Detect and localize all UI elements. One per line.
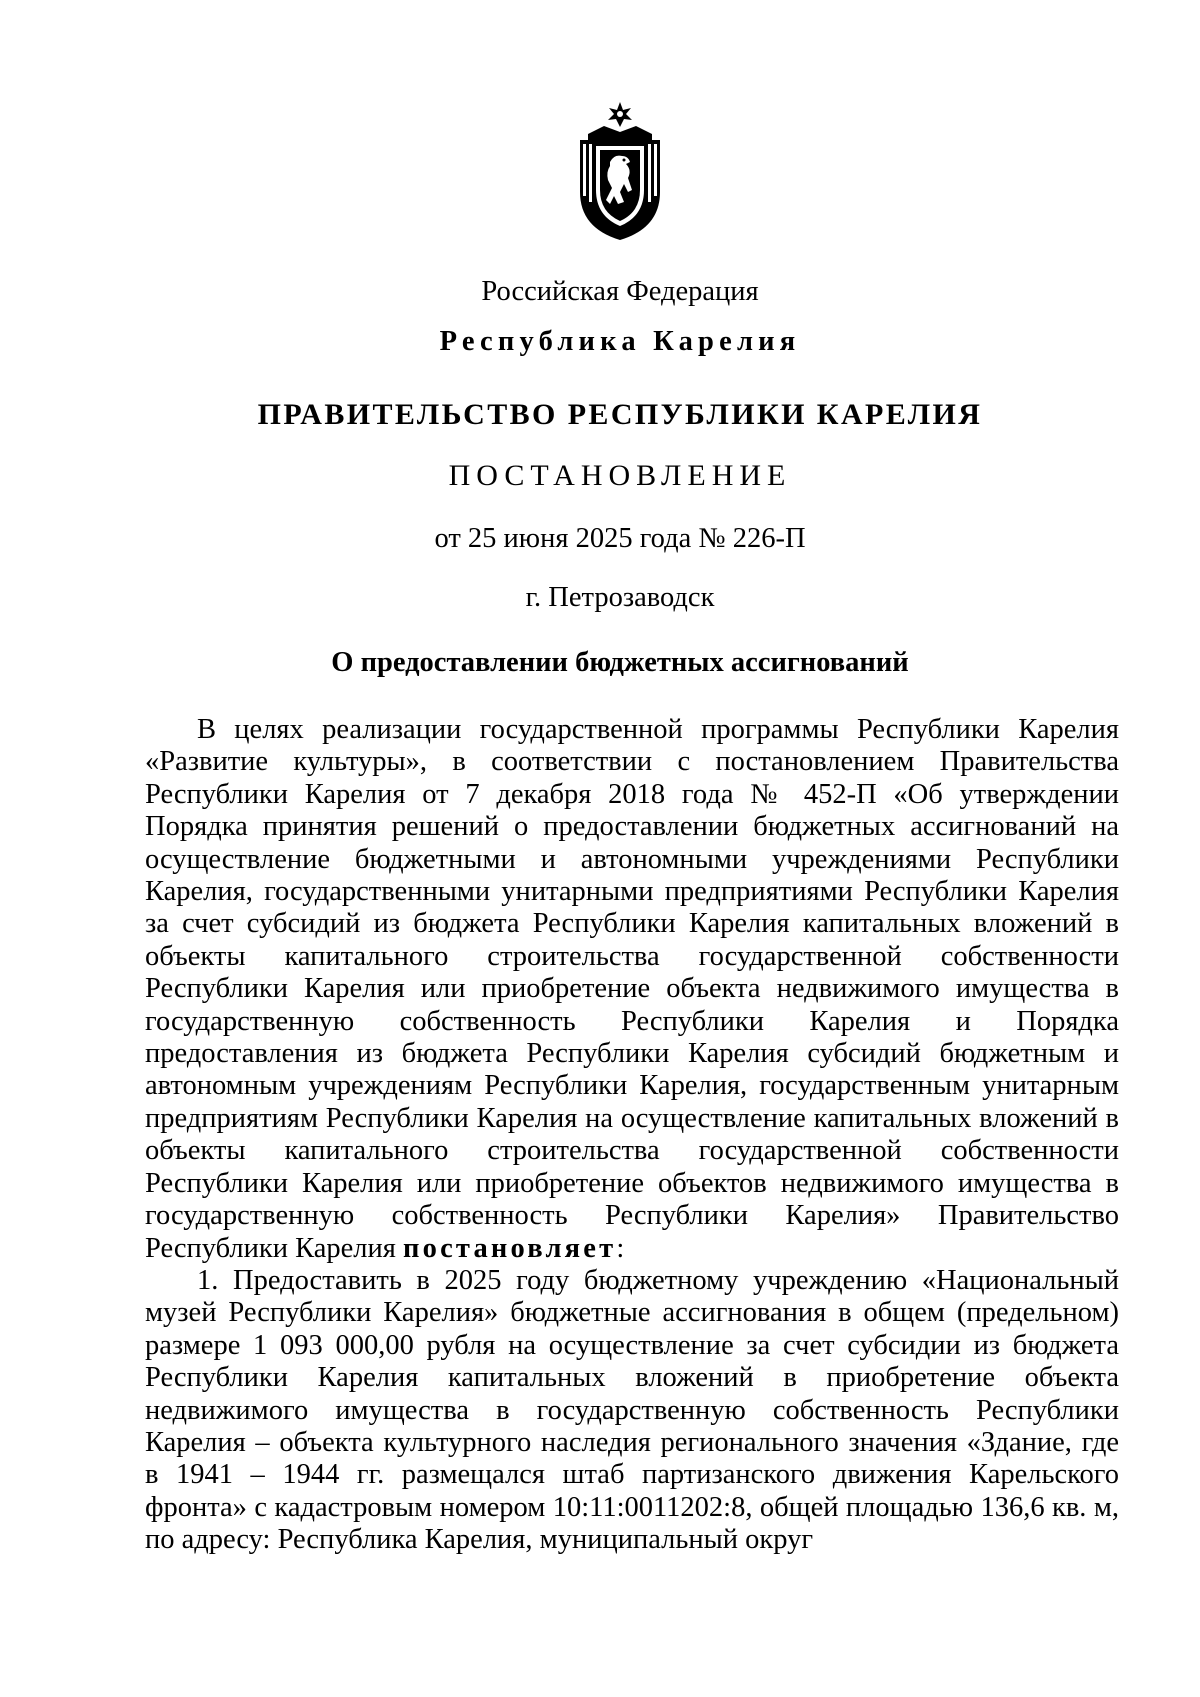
government-name: ПРАВИТЕЛЬСТВО РЕСПУБЛИКИ КАРЕЛИЯ: [257, 398, 983, 431]
republic-name: Республика Карелия: [439, 326, 801, 357]
item-1-paragraph: 1. Предоставить в 2025 году бюджетному учреждению «Национальный музей Республики Карелия» бюджетные ассигнования в общем (предельном) размере 1 093 000,00 рубля на осуществление за счет субсидии из бюджета Республики Карелия капитальных вложений в приобретение объекта недвижимого имущества в государственную собственность Республики Карелия – объекта культурного наследия регионального значения «Здание, где в 1941 – 1944 гг. размещался штаб партизанского движения Карельского фронта» с кадастровым номером 10:11:0011202:8, общей площадью 136,6 кв. м, по адресу: Республика Карелия, муниципальный округ: [145, 1264, 1119, 1556]
preamble-text: В целях реализации государственной программы Республики Карелия «Развитие культуры», в соответствии с постановлением Правительства Республики Карелия от 7 декабря 2018 года № 452-П «Об утверждении Порядка принятия решений о предоставлении бюджетных ассигнований на осуществление бюджетными и автономными учреждениями Республики Карелия, государственными унитарными предприятиями Республики Карелия за счет субсидий из бюджета Республики Карелия капитальных вложений в объекты капитального строительства государственной собственности Республики Карелия или приобретение объекта недвижимого имущества в государственную собственность Республики Карелия и Порядка предоставления из бюджета Республики Карелия субсидий бюджетным и автономным учреждениям Республики Карелия, государственным унитарным предприятиям Республики Карелия на осуществление капитальных вложений в объекты капитального строительства государственной собственности Республики Карелия или приобретение объектов недвижимого имущества в государственную собственность Республики Карелия» Правительство Республики Карелия: [145, 714, 1119, 1264]
coat-of-arms-emblem: [566, 100, 674, 242]
country-name: Российская Федерация: [481, 276, 759, 307]
document-body: [145, 714, 1119, 1557]
decrees-colon: :: [616, 1232, 625, 1264]
document-title: О предоставлении бюджетных ассигнований: [331, 647, 909, 678]
city-name: г. Петрозаводск: [525, 582, 715, 613]
date-and-number: от 25 июня 2025 года № 226-П: [434, 523, 806, 554]
preamble-paragraph: [145, 714, 1119, 1265]
document-type: ПОСТАНОВЛЕНИЕ: [448, 459, 792, 492]
decrees-word: постановляет: [403, 1232, 617, 1264]
